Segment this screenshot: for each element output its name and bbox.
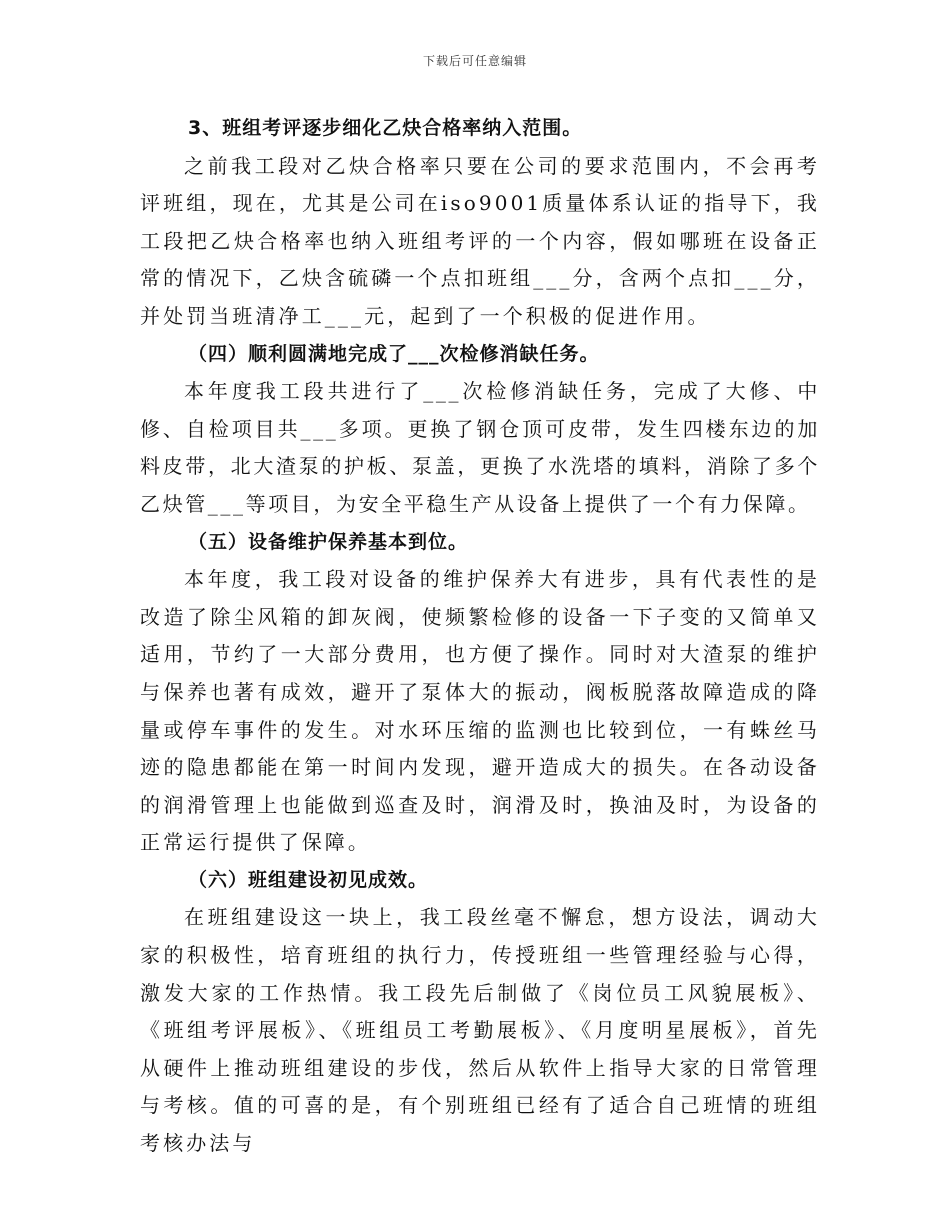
section-heading-6: （六）班组建设初见成效。: [188, 868, 429, 891]
section-paragraph-5: 本年度，我工段对设备的维护保养大有进步，具有代表性的是改造了除尘风箱的卸灰阀，使频繁检修的设备一下子变的又简单又适用，节约了一大部分费用，也方便了操作。同时对大渣泵的维护与保养也著有成效，避开了泵体大的振动，阀板脱落故障造成的降量或停车事件的发生。对水环压缩的监测也比较到位，一有蛛丝马迹的隐患都能在第一时间内发现，避开造成大的损失。在各动设备的润滑管理上也能做到巡查及时，润滑及时，换油及时，为设备的正常运行提供了保障。: [140, 567, 820, 855]
page-header-note: 下载后可任意编辑: [422, 54, 527, 68]
section-heading-4: （四）顺利圆满地完成了___次检修消缺任务。: [188, 342, 600, 365]
section-paragraph-6: 在班组建设这一块上，我工段丝毫不懈怠，想方设法，调动大家的积极性，培育班组的执行力，传授班组一些管理经验与心得，激发大家的工作热情。我工段先后制做了《岗位员工风貌展板》、《班组考评展板》、《班组员工考勤展板》、《月度明星展板》，首先从硬件上推动班组建设的步伐，然后从软件上指导大家的日常管理与考核。值的可喜的是，有个别班组已经有了适合自己班情的班组考核办法与: [140, 905, 820, 1156]
section-paragraph-4: 本年度我工段共进行了___次检修消缺任务，完成了大修、中修、自检项目共___多项。更换了钢仓顶可皮带，发生四楼东边的加料皮带，北大渣泵的护板、泵盖，更换了水洗塔的填料，消除了多个乙炔管___等项目，为安全平稳生产从设备上提供了一个有力保障。: [140, 379, 820, 516]
document-body: [140, 110, 820, 1163]
section-heading-5: （五）设备维护保养基本到位。: [188, 530, 469, 553]
section-paragraph-3: 之前我工段对乙炔合格率只要在公司的要求范围内，不会再考评班组，现在，尤其是公司在iso9001质量体系认证的指导下，我工段把乙炔合格率也纳入班组考评的一个内容，假如哪班在设备正常的情况下，乙炔含硫磷一个点扣班组___分，含两个点扣___分，并处罚当班清净工___元，起到了一个积极的促进作用。: [140, 153, 820, 328]
section-heading-3: 3、班组考评逐步细化乙炔合格率纳入范围。: [188, 117, 583, 139]
